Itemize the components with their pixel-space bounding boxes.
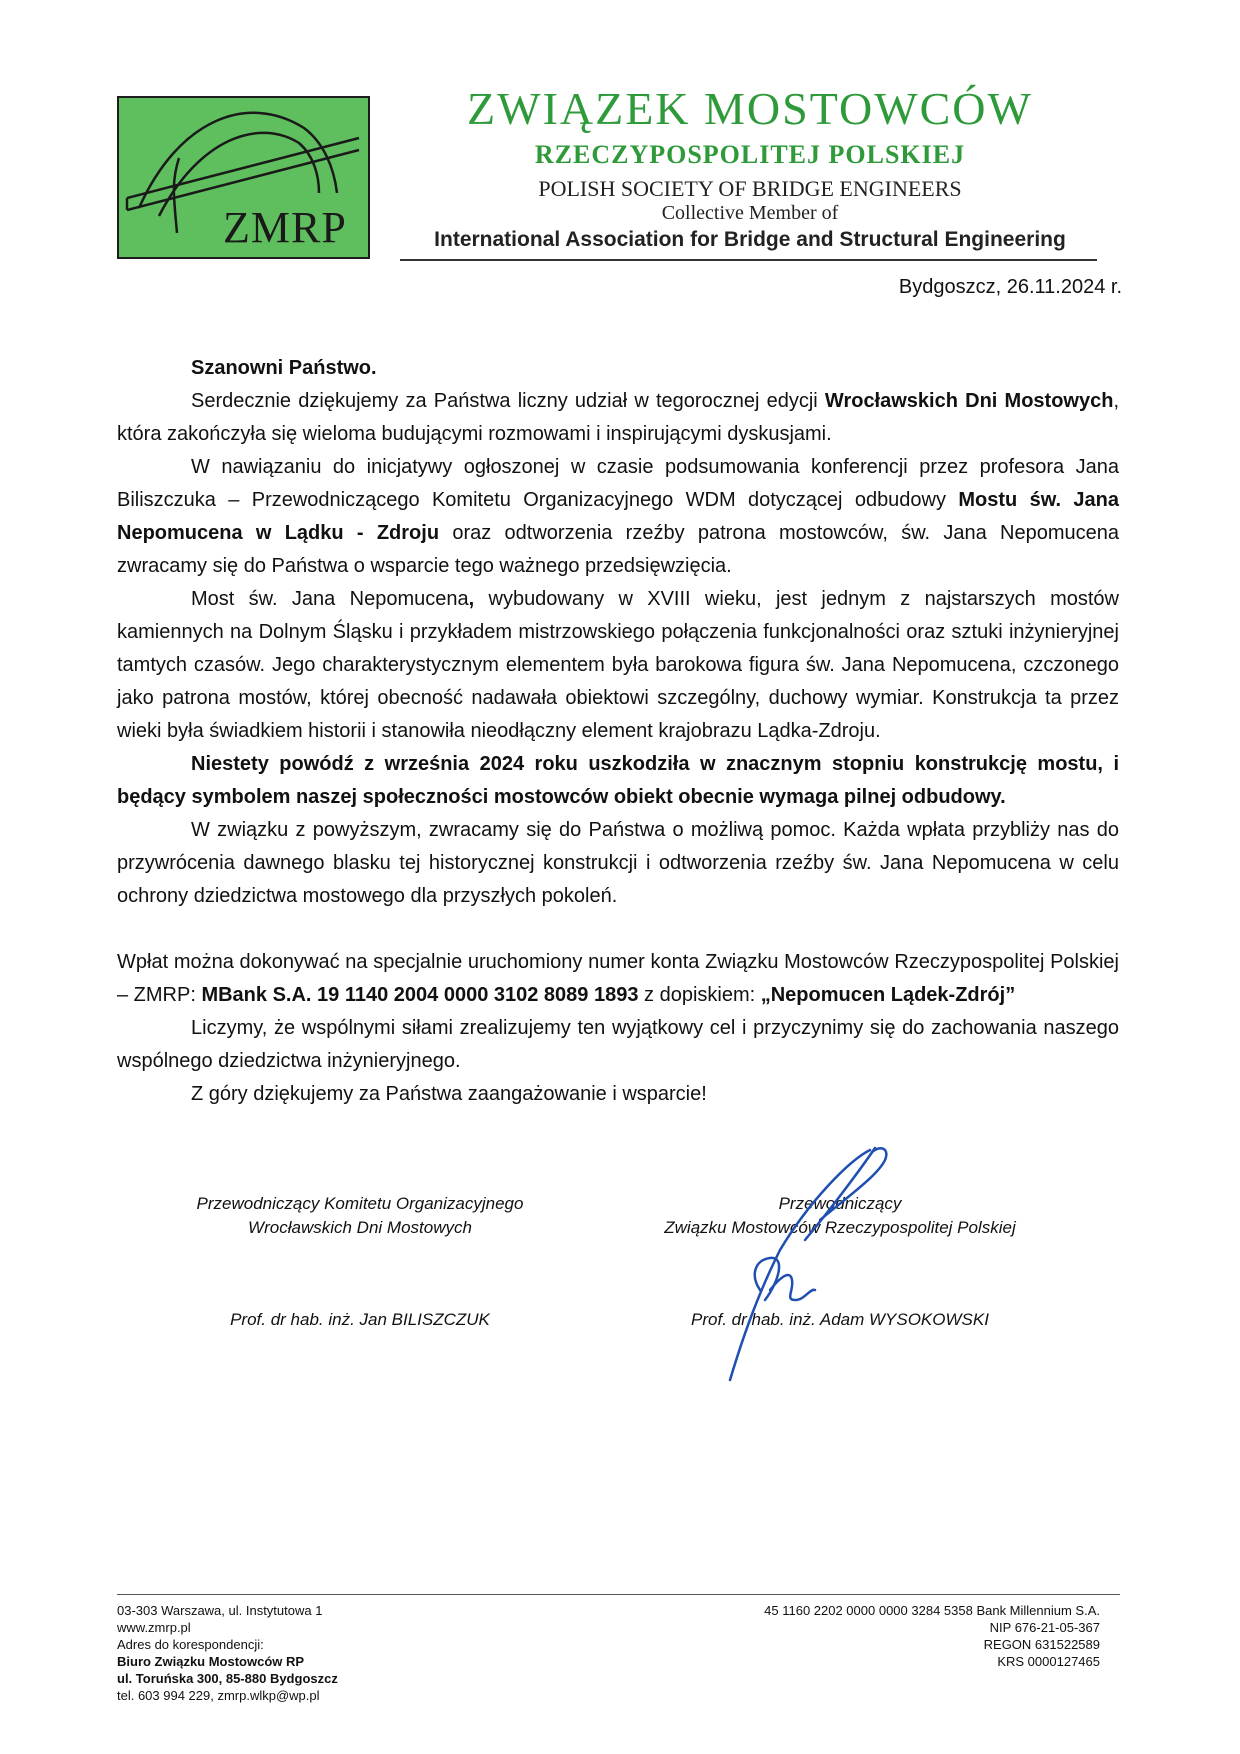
p3-text: Most św. Jana Nepomucena: [191, 588, 469, 610]
bank-account: MBank S.A. 19 1140 2004 0000 3102 8089 1893: [201, 984, 639, 1006]
transfer-title: „Nepomucen Lądek-Zdrój”: [760, 984, 1016, 1006]
footer-correspondence-label: Adres do korespondencji:: [117, 1637, 264, 1652]
p1-text: Serdecznie dziękujemy za Państwa liczny udział w tegorocznej edycji: [191, 390, 825, 412]
organization-name: ZWIĄZEK MOSTOWCÓW: [467, 83, 1033, 134]
p1-text-end: , która zakończyła się wieloma budującymi rozmowami i inspirującymi dyskusjami.: [117, 390, 1120, 445]
footer-nip: NIP 676-21-05-367: [989, 1620, 1100, 1635]
right-signer-organization: Związku Mostowców Rzeczypospolitej Polskiej: [664, 1218, 1016, 1237]
footer-office-address: ul. Toruńska 300, 85-880 Bydgoszcz: [117, 1671, 338, 1686]
paragraph-1: [117, 385, 1119, 451]
paragraph-8: Z góry dziękujemy za Państwa zaangażowanie i wsparcie!: [191, 1083, 707, 1105]
logo-text: ZMRP: [223, 203, 347, 252]
p3-comma: ,: [468, 588, 475, 610]
p4-bold: Niestety powódź z września 2024 roku uszkodziła w znacznym stopniu konstrukcję mostu, i będący symbolem naszej społeczności mostowców obiekt obecnie wymaga pilnej odbudowy.: [117, 753, 1119, 808]
p1-bold: Wrocławskich Dni Mostowych: [824, 390, 1114, 412]
footer-office-name: Biuro Związku Mostowców RP: [117, 1654, 305, 1669]
left-signer-name: Prof. dr hab. inż. Jan BILISZCZUK: [230, 1310, 490, 1329]
paragraph-4: [117, 748, 1119, 814]
footer-divider: [117, 1594, 1120, 1595]
iabse-name: International Association for Bridge and Structural Engineering: [434, 228, 1066, 251]
letter-body: [117, 352, 1119, 1111]
footer-contact: tel. 603 994 229, zmrp.wlkp@wp.pl: [117, 1688, 320, 1703]
p2-text: W nawiązaniu do inicjatywy ogłoszonej w czasie podsumowania konferencji przez profesora Jana Biliszczuka – Przewodniczącego Komitetu Organizacyjnego WDM dotyczącej odbudowy: [117, 456, 1119, 511]
p3-text-end: wybudowany w XVIII wieku, jest jednym z najstarszych mostów kamiennych na Dolnym Śląsku i przykładem mistrzowskiego połączenia funkcjonalności oraz sztuki inżynieryjnej tamtych czasów. Jego charakterystycznym elementem była barokowa figura św. Jana Nepomucena, czczonego jako patrona mostów, której obecność nadawała obiektowi szczególny, duchowy wymiar. Konstrukcja ta przez wieki była świadkiem historii i stanowiła nieodłączny element krajobrazu Lądka-Zdroju.: [117, 588, 1119, 742]
footer-website: www.zmrp.pl: [117, 1620, 191, 1635]
organization-subtitle: RZECZYPOSPOLITEJ POLSKIEJ: [534, 140, 966, 169]
signature-block-left: [150, 1192, 570, 1240]
paragraph-6: [117, 946, 1119, 1012]
paragraph-2: [117, 451, 1119, 583]
paragraph-5: W związku z powyższym, zwracamy się do Państwa o możliwą pomoc. Każda wpłata przybliży nas do przywrócenia dawnego blasku tej historycznej konstrukcji i odtworzenia rzeźby św. Jana Nepomucena w celu ochrony dziedzictwa mostowego dla przyszłych pokoleń.: [117, 819, 1119, 907]
membership-note: Collective Member of: [661, 202, 839, 224]
left-signer-title: Przewodniczący Komitetu Organizacyjnego: [196, 1194, 524, 1213]
p6-text-mid: z dopiskiem:: [638, 984, 761, 1006]
p6-text: Wpłat można dokonywać na specjalnie uruchomiony numer konta Związku Mostowców Rzeczypospolitej Polskiej – ZMRP:: [117, 951, 1119, 1006]
header-divider: [400, 259, 1097, 261]
left-signer-committee: Wrocławskich Dni Mostowych: [248, 1218, 472, 1237]
footer-address: [117, 1602, 338, 1704]
right-signer-title: Przewodniczący: [778, 1194, 902, 1213]
p2-text-end: oraz odtworzenia rzeźby patrona mostowców, św. Jana Nepomucena zwracamy się do Państwa o wsparcie tego ważnego przedsięwzięcia.: [117, 522, 1119, 577]
footer-krs: KRS 0000127465: [997, 1654, 1100, 1669]
footer-registration: [640, 1602, 1100, 1670]
salutation: Szanowni Państwo.: [191, 357, 377, 379]
footer-bank-account: 45 1160 2202 0000 0000 3284 5358 Bank Millennium S.A.: [764, 1603, 1100, 1618]
handwritten-signature: [700, 1140, 900, 1390]
footer-address-line: 03-303 Warszawa, ul. Instytutowa 1: [117, 1603, 323, 1618]
p2-bold: Mostu św. Jana Nepomucena w Lądku - Zdroju: [117, 489, 1119, 544]
organization-english-name: POLISH SOCIETY OF BRIDGE ENGINEERS: [538, 176, 962, 201]
logo: [117, 96, 370, 259]
paragraph-3: [117, 583, 1119, 748]
paragraph-7: Liczymy, że wspólnymi siłami zrealizujemy ten wyjątkowy cel i przyczynimy się do zachowania naszego wspólnego dziedzictwa inżynieryjnego.: [117, 1017, 1119, 1072]
right-signer-name: Prof. dr hab. inż. Adam WYSOKOWSKI: [691, 1310, 989, 1329]
footer-regon: REGON 631522589: [983, 1637, 1100, 1652]
letter-date: Bydgoszcz, 26.11.2024 r.: [898, 276, 1122, 298]
